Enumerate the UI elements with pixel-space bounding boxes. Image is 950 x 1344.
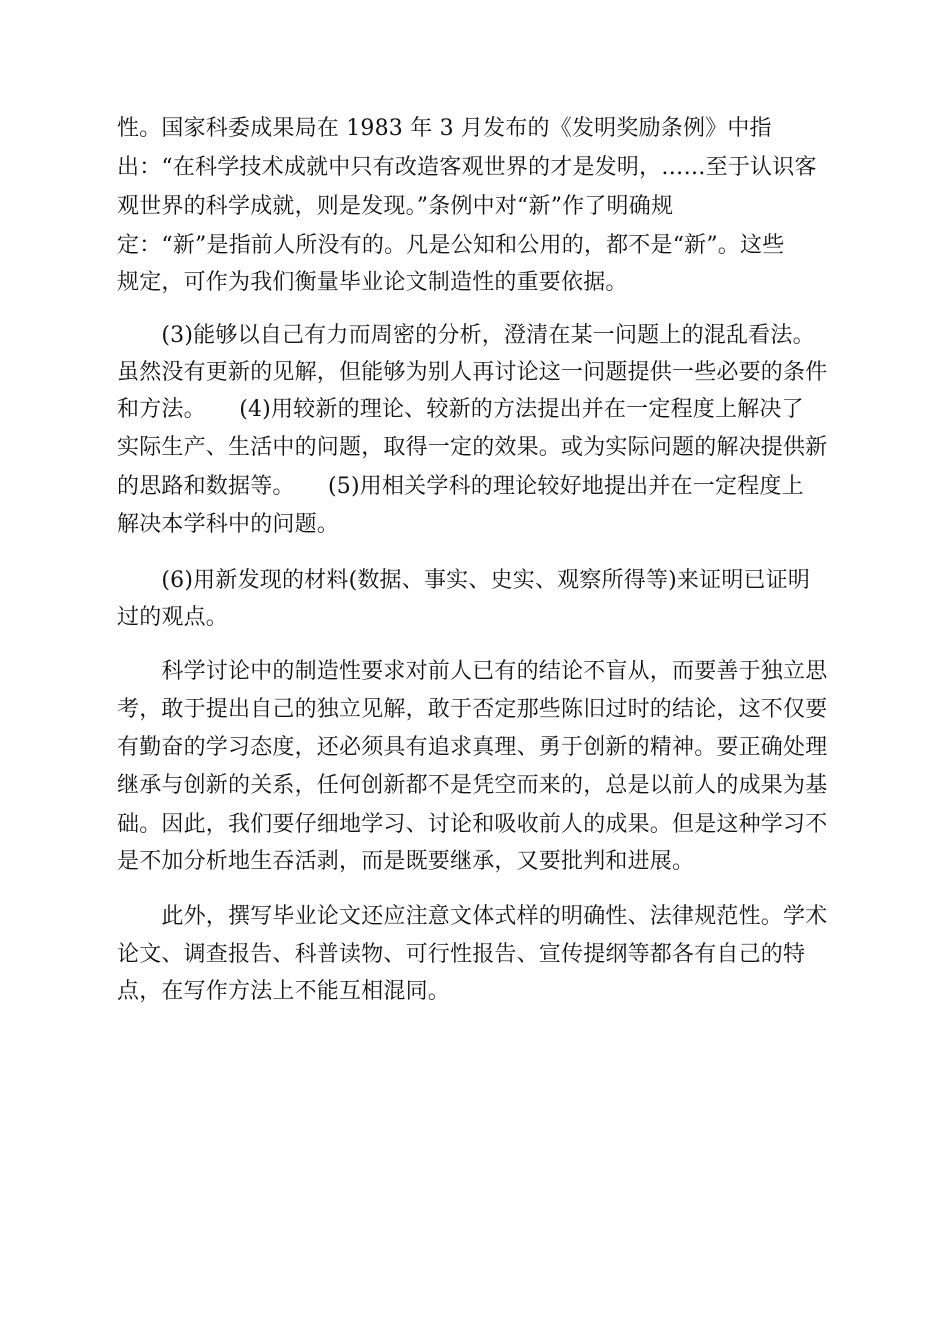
text-line: 论文、调查报告、科普读物、可行性报告、宣传提纲等都各有自己的特 bbox=[117, 942, 806, 967]
text-line: 性。国家科委成果局在 1983 年 3 月发布的《发明奖励条例》中指 bbox=[117, 116, 772, 141]
text-line: 的思路和数据等。 (5)用相关学科的理论较好地提出并在一定程度上 bbox=[117, 474, 804, 499]
text-line: 解决本学科中的问题。 bbox=[117, 512, 340, 537]
text-line: (3)能够以自己有力而周密的分析，澄清在某一问题上的混乱看法。 bbox=[117, 323, 815, 348]
text-line: 有勤奋的学习态度，还必须具有追求真理、勇于创新的精神。要正确处理 bbox=[117, 735, 828, 760]
text-line: 是不加分析地生吞活剥，而是既要继承，又要批判和进展。 bbox=[117, 849, 695, 874]
text-line: 继承与创新的关系，任何创新都不是凭空而来的，总是以前人的成果为基 bbox=[117, 773, 828, 798]
text-line: 观世界的科学成就，则是发现。”条例中对“新”作了明确规 bbox=[117, 194, 674, 219]
text-line: 实际生产、生活中的问题，取得一定的效果。或为实际问题的解决提供新 bbox=[117, 435, 828, 460]
text-line: 出：“在科学技术成就中只有改造客观世界的才是发明，……至于认识客 bbox=[117, 155, 817, 180]
text-line: (6)用新发现的材料(数据、事实、史实、观察所得等)来证明已证明 bbox=[117, 568, 811, 593]
text-line: 定：“新”是指前人所没有的。凡是公知和公用的，都不是“新”。这些 bbox=[117, 233, 785, 258]
text-line: 此外，撰写毕业论文还应注意文体式样的明确性、法律规范性。学术 bbox=[117, 904, 828, 929]
text-line: 础。因此，我们要仔细地学习、讨论和吸收前人的成果。但是这种学习不 bbox=[117, 812, 828, 837]
text-line: 过的观点。 bbox=[117, 605, 229, 630]
text-line: 科学讨论中的制造性要求对前人已有的结论不盲从，而要善于独立思 bbox=[117, 659, 828, 684]
text-line: 和方法。 (4)用较新的理论、较新的方法提出并在一定程度上解决了 bbox=[117, 397, 804, 422]
text-line: 考，敢于提出自己的独立见解，敢于否定那些陈旧过时的结论，这不仅要 bbox=[117, 697, 828, 722]
text-line: 虽然没有更新的见解，但能够为别人再讨论这一问题提供一些必要的条件 bbox=[117, 360, 828, 385]
text-line: 规定，可作为我们衡量毕业论文制造性的重要依据。 bbox=[117, 270, 628, 295]
text-line: 点，在写作方法上不能互相混同。 bbox=[117, 979, 451, 1004]
